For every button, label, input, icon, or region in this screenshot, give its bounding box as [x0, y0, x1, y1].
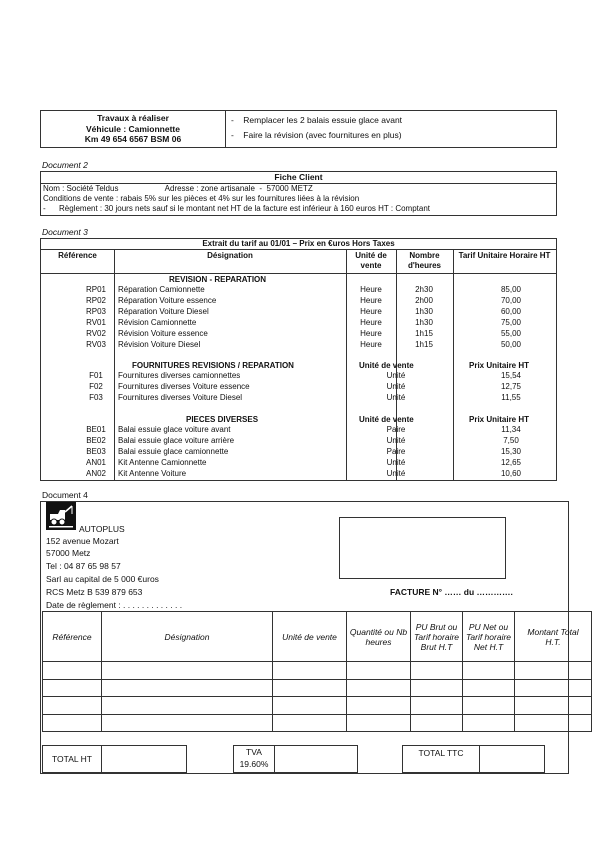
col-header-hours: Nombre d'heures — [407, 251, 442, 270]
inv-col-unit: Unité de vente — [273, 612, 347, 662]
invoice-number: FACTURE N° …… du …………. — [390, 587, 513, 597]
row-unit: Paire — [386, 425, 406, 434]
row-designation: Fournitures diverses Voiture Diesel — [118, 392, 243, 402]
work-title: Travaux à réaliser — [97, 113, 169, 123]
section-pieces-price: Prix Unitaire HT — [469, 415, 530, 424]
row-designation: Réparation Camionnette — [118, 285, 205, 294]
row-unit: Unité — [386, 381, 406, 391]
row-price: 15,54 — [500, 371, 522, 380]
row-unit: Unité — [386, 468, 406, 478]
company-phone: Tel : 04 87 65 98 57 — [46, 561, 121, 571]
row-unit: Unité — [386, 435, 406, 445]
work-item: - Remplacer les 2 balais essuie glace avant — [231, 115, 403, 125]
row-designation: Balai essuie glace voiture avant — [118, 425, 231, 434]
company-rcs: RCS Metz B 539 879 653 — [46, 587, 143, 597]
row-price: 60,00 — [500, 306, 522, 316]
section-fournitures: FOURNITURES REVISIONS / REPARATION — [132, 361, 294, 370]
row-ref: RP01 — [85, 285, 106, 294]
row-price: 11,55 — [501, 392, 521, 402]
col-header-designation: Désignation — [207, 251, 253, 260]
row-price: 50,00 — [500, 339, 522, 349]
section-pieces: PIECES DIVERSES — [186, 415, 259, 424]
vehicle-line: Véhicule : Camionnette — [86, 123, 180, 134]
inv-col-designation: Désignation — [102, 612, 273, 662]
total-ht-label: TOTAL HT — [43, 746, 102, 773]
row-ref: BE03 — [86, 446, 106, 456]
row-ref: AN02 — [85, 468, 106, 478]
row-ref: AN01 — [85, 457, 106, 467]
client-address-box — [339, 517, 506, 579]
company-address-1: 152 avenue Mozart — [46, 536, 119, 546]
row-unit: Heure — [360, 295, 382, 305]
doc2-label: Document 2 — [42, 160, 88, 170]
col-header-rate: Tarif Unitaire Horaire HT — [458, 251, 551, 260]
inv-col-montant: Montant Total H.T. — [515, 612, 592, 662]
row-designation: Fournitures diverses camionnettes — [118, 371, 241, 380]
invoice-row — [43, 662, 592, 680]
work-item: - Faire la révision (avec fournitures en plus) — [231, 130, 402, 140]
row-unit: Heure — [360, 328, 382, 338]
payment-date: Date de règlement : . . . . . . . . . . . . . — [46, 600, 183, 610]
company-name: AUTOPLUS — [79, 524, 125, 534]
tva-rate: 19.60% — [239, 759, 269, 769]
tva-cell — [234, 746, 275, 773]
row-price: 7,50 — [503, 435, 519, 445]
col-header-unit: Unité de vente — [355, 251, 387, 270]
row-ref: RV03 — [86, 339, 106, 349]
row-unit: Unité — [386, 392, 406, 402]
doc3-label: Document 3 — [42, 227, 88, 237]
col-divider — [453, 250, 454, 480]
totals-table — [42, 745, 545, 773]
row-ref: RP02 — [85, 295, 106, 305]
row-designation: Kit Antenne Voiture — [118, 468, 187, 478]
row-ref: F03 — [89, 392, 103, 402]
row-hours: 1h30 — [415, 317, 433, 327]
total-ttc-value — [480, 746, 545, 773]
row-price: 15,30 — [500, 446, 522, 456]
col-divider — [346, 250, 347, 480]
tva-value — [275, 746, 358, 773]
tva-label: TVA — [246, 747, 262, 757]
total-ttc-label: TOTAL TTC — [403, 746, 480, 773]
row-ref: BE02 — [86, 435, 106, 445]
row-designation: Réparation Voiture essence — [118, 295, 217, 305]
row-hours: 2h00 — [415, 295, 433, 305]
row-designation: Révision Voiture essence — [118, 328, 208, 338]
row-ref: BE01 — [86, 425, 106, 434]
client-sheet — [40, 171, 557, 216]
spacer — [358, 746, 403, 773]
row-designation: Réparation Voiture Diesel — [118, 306, 209, 316]
row-price: 55,00 — [500, 328, 522, 338]
row-price: 75,00 — [500, 317, 522, 327]
header-divider — [41, 273, 556, 274]
row-unit: Paire — [386, 446, 406, 456]
row-unit: Heure — [360, 285, 382, 294]
row-designation: Fournitures diverses Voiture essence — [118, 381, 250, 391]
client-name-address: Nom : Société Teldus Adresse : zone artisanale - 57000 METZ — [43, 184, 313, 193]
company-capital: Sarl au capital de 5 000 €uros — [46, 574, 159, 584]
row-price: 10,60 — [500, 468, 522, 478]
row-hours: 1h30 — [415, 306, 433, 316]
row-hours: 1h15 — [415, 339, 433, 349]
client-sheet-title: Fiche Client — [41, 172, 556, 184]
row-unit: Unité — [386, 457, 406, 467]
invoice-row — [43, 697, 592, 715]
row-designation: Révision Voiture Diesel — [118, 339, 201, 349]
inv-col-pu-brut: PU Brut ou Tarif horaire Brut H.T — [411, 612, 463, 662]
col-header-ref: Référence — [58, 251, 97, 260]
price-list-title: Extrait du tarif au 01/01 – Prix en €uros Hors Taxes — [41, 239, 556, 250]
spacer — [187, 746, 234, 773]
payment-terms: - Règlement : 30 jours nets sauf si le montant net HT de la facture est inférieur à 160 euros HT : Comptant — [43, 204, 431, 213]
invoice-row — [43, 680, 592, 697]
work-list — [231, 113, 402, 143]
section-revision: REVISION - REPARATION — [169, 275, 267, 284]
row-designation: Balai essuie glace camionnette — [118, 446, 229, 456]
row-ref: RV01 — [86, 317, 106, 327]
row-designation: Kit Antenne Camionnette — [118, 457, 207, 467]
row-price: 12,75 — [500, 381, 522, 391]
row-ref: RP03 — [85, 306, 106, 316]
tow-truck-icon — [46, 502, 76, 530]
invoice-row — [43, 715, 592, 732]
row-designation: Balai essuie glace voiture arrière — [118, 435, 235, 445]
invoice-table — [42, 611, 592, 732]
sales-conditions: Conditions de vente : rabais 5% sur les pièces et 4% sur les fournitures liées à la révision — [43, 194, 360, 203]
section-fournitures-price: Prix Unitaire HT — [469, 361, 530, 370]
invoice-header-row — [43, 612, 592, 662]
section-fournitures-unit: Unité de vente — [359, 361, 414, 370]
inv-col-qty: Quantité ou Nb heures — [347, 612, 411, 662]
row-unit: Heure — [360, 317, 382, 327]
work-title-block — [41, 111, 226, 147]
row-unit: Heure — [360, 306, 382, 316]
price-list — [40, 238, 557, 481]
doc4-label: Document 4 — [42, 490, 88, 500]
work-summary-box — [40, 110, 557, 148]
row-designation: Révision Camionnette — [118, 317, 197, 327]
inv-col-pu-net: PU Net ou Tarif horaire Net H.T — [463, 612, 515, 662]
row-price: 12,65 — [500, 457, 522, 467]
row-price: 70,00 — [500, 295, 522, 305]
row-price: 11,34 — [501, 425, 521, 434]
total-ht-value — [102, 746, 187, 773]
inv-col-ref: Référence — [43, 612, 102, 662]
row-hours: 2h30 — [415, 285, 433, 294]
row-price: 85,00 — [500, 285, 522, 294]
mileage-plate-line: Km 49 654 6567 BSM 06 — [84, 134, 182, 144]
section-pieces-unit: Unité de vente — [359, 415, 414, 424]
row-unit: Heure — [360, 339, 382, 349]
row-hours: 1h15 — [415, 328, 433, 338]
row-unit: Unité — [386, 371, 406, 380]
row-ref: F02 — [89, 381, 103, 391]
row-ref: RV02 — [86, 328, 106, 338]
company-address-2: 57000 Metz — [46, 548, 91, 558]
row-ref: F01 — [89, 371, 103, 380]
